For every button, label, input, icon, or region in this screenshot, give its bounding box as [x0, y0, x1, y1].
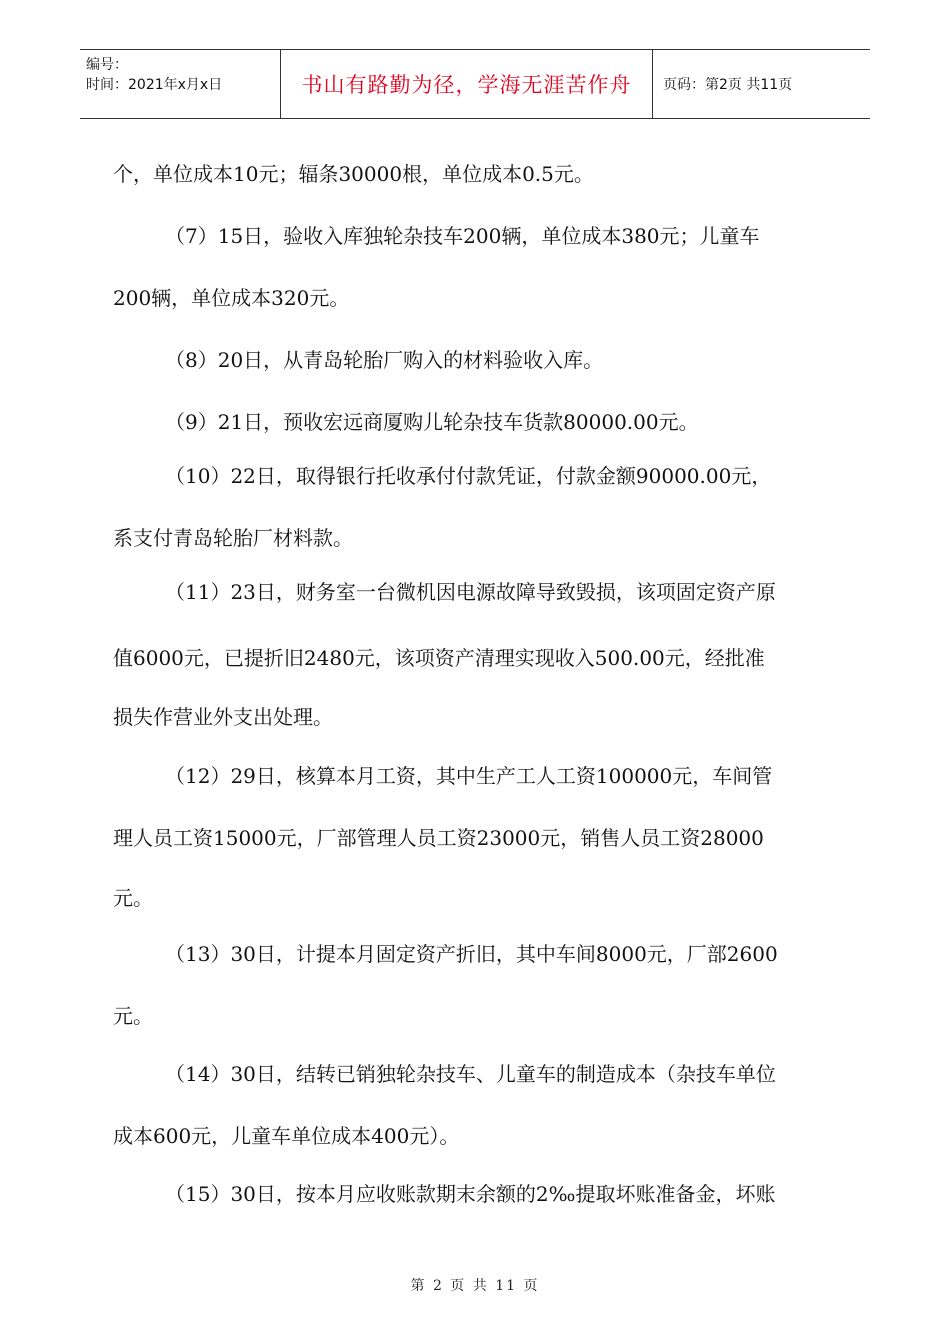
header-page-number: 页码：第2页 共11页 [663, 77, 793, 93]
body-line: （10）22日，取得银行托收承付付款凭证，付款金额90000.00元， [165, 464, 772, 488]
body-line: 元。 [113, 886, 153, 910]
document-number-label: 编号： [86, 57, 128, 73]
body-line: （14）30日，结转已销独轮杂技车、儿童车的制造成本（杂技车单位 [165, 1062, 776, 1086]
body-line: 个，单位成本10元；辐条30000根，单位成本0.5元。 [113, 162, 594, 186]
body-line: （9）21日，预收宏远商厦购儿轮杂技车货款80000.00元。 [165, 410, 699, 434]
body-line: （11）23日，财务室一台微机因电源故障导致毁损，该项固定资产原 [165, 580, 776, 604]
body-line: （15）30日，按本月应收账款期末余额的2‰提取坏账准备金，坏账 [165, 1182, 776, 1206]
document-time-label: 时间：2021年x月x日 [86, 77, 223, 93]
header-meta [80, 50, 281, 118]
header-motto: 书山有路勤为径，学海无涯苦作舟 [281, 50, 653, 118]
body-line: 成本600元，儿童车单位成本400元）。 [113, 1124, 460, 1148]
page-header [80, 49, 870, 119]
body-line: 元。 [113, 1004, 153, 1028]
body-line: 系支付青岛轮胎厂材料款。 [113, 526, 353, 550]
body-line: （13）30日，计提本月固定资产折旧，其中车间8000元，厂部2600 [165, 942, 778, 966]
body-line: 损失作营业外支出处理。 [113, 705, 333, 729]
body-line: 200辆，单位成本320元。 [113, 286, 350, 310]
body-line: 值6000元，已提折旧2480元，该项资产清理实现收入500.00元，经批准 [113, 646, 765, 670]
body-line: （7）15日，验收入库独轮杂技车200辆，单位成本380元；儿童车 [165, 224, 760, 248]
body-line: （12）29日，核算本月工资，其中生产工人工资100000元，车间管 [165, 764, 773, 788]
body-line: 理人员工资15000元，厂部管理人员工资23000元，销售人员工资28000 [113, 826, 764, 850]
body-line: （8）20日，从青岛轮胎厂购入的材料验收入库。 [165, 348, 604, 372]
page-footer: 第 2 页 共 11 页 [410, 1278, 540, 1294]
